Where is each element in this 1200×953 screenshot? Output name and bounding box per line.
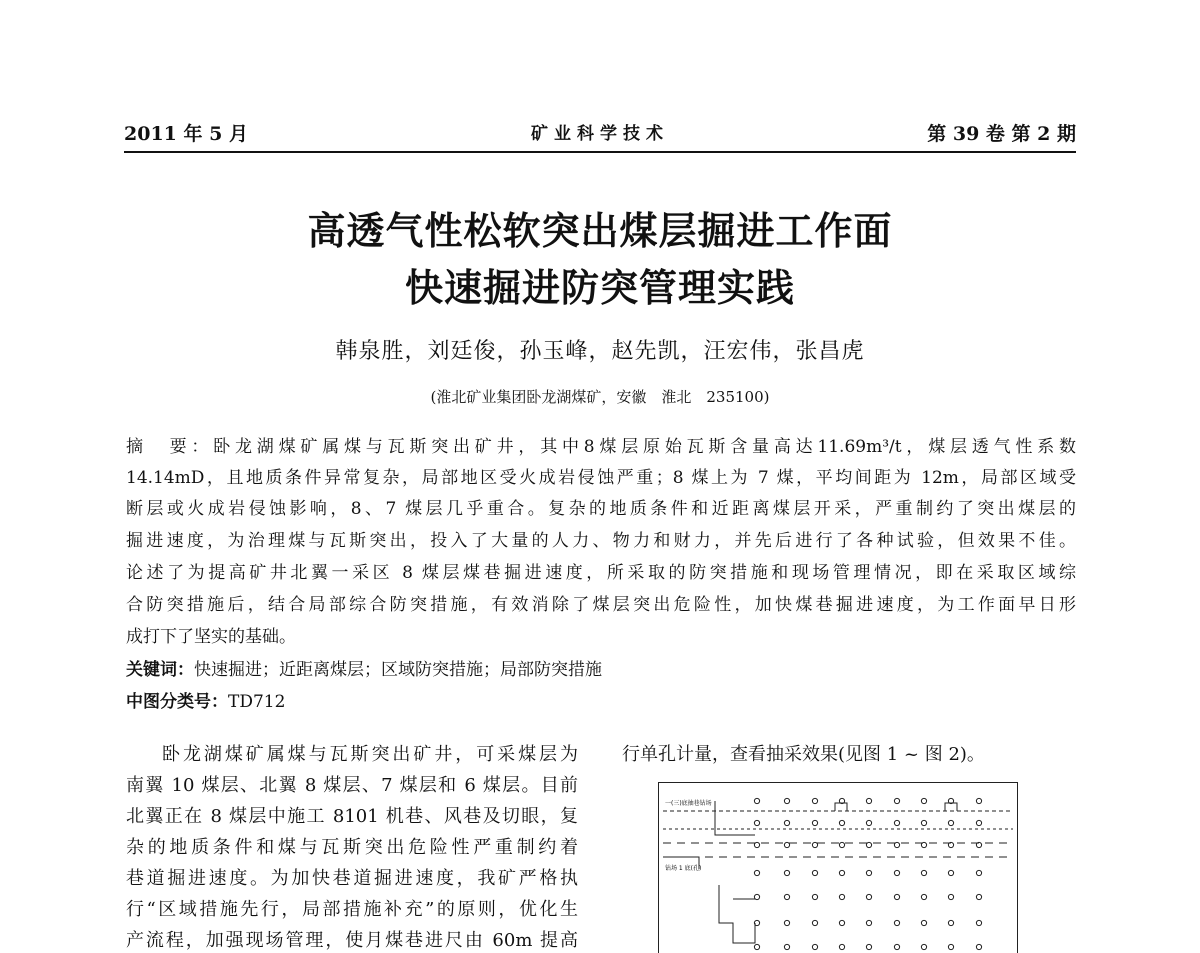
figure-label: 钻场 1 底(孔): [665, 865, 702, 872]
borehole-marker: [784, 944, 789, 949]
abstract-line: 合防突措施后，结合局部综合防突措施，有效消除了煤层突出危险性，加快煤巷掘进速度，为工作面早日形: [126, 595, 1076, 615]
borehole-marker: [812, 820, 817, 825]
borehole-marker: [894, 820, 899, 825]
borehole-marker: [894, 842, 899, 847]
borehole-marker: [948, 894, 953, 899]
abstract-line: 掘进速度，为治理煤与瓦斯突出，投入了大量的人力、物力和财力，并先后进行了各种试验，但效果不佳。: [126, 531, 1076, 551]
paper-title-line-1: 高透气性松软突出煤层掘进工作面: [307, 208, 893, 253]
borehole-marker: [921, 842, 926, 847]
borehole-marker: [976, 798, 981, 803]
figure-label: 一(三)底抽巷钻场: [665, 800, 712, 807]
keywords: [126, 655, 602, 680]
borehole-marker: [754, 870, 759, 875]
keywords-text: 快速掘进；近距离煤层；区域防突措施；局部防突措施: [194, 660, 602, 680]
borehole-marker: [754, 894, 759, 899]
borehole-marker: [866, 894, 871, 899]
borehole-marker: [948, 920, 953, 925]
borehole-marker: [754, 820, 759, 825]
body-paragraph-line: 产流程，加强现场管理，使月煤巷进尺由 60m 提高: [126, 930, 578, 951]
borehole-marker: [784, 842, 789, 847]
borehole-marker: [976, 944, 981, 949]
borehole-marker: [921, 820, 926, 825]
borehole-marker: [754, 842, 759, 847]
borehole-marker: [866, 944, 871, 949]
borehole-marker: [784, 870, 789, 875]
drill-pipe-line: [715, 801, 755, 835]
borehole-marker: [948, 944, 953, 949]
borehole-marker: [921, 944, 926, 949]
borehole-marker: [976, 894, 981, 899]
figure-drilling-layout: [658, 782, 1018, 953]
borehole-marker: [784, 894, 789, 899]
borehole-marker: [894, 894, 899, 899]
borehole-marker: [812, 944, 817, 949]
borehole-marker: [866, 820, 871, 825]
borehole-marker: [921, 894, 926, 899]
borehole-marker: [976, 870, 981, 875]
borehole-marker: [839, 870, 844, 875]
borehole-marker: [894, 798, 899, 803]
borehole-marker: [754, 798, 759, 803]
paper-title-line-2: 快速掘进防突管理实践: [404, 265, 795, 310]
body-paragraph-line: 行单孔计量，查看抽采效果(见图 1 ~ 图 2)。: [622, 744, 985, 765]
borehole-marker: [866, 920, 871, 925]
borehole-marker: [839, 842, 844, 847]
borehole-marker: [812, 894, 817, 899]
borehole-marker: [921, 870, 926, 875]
abstract-line: 论述了为提高矿井北翼一采区 8 煤层煤巷掘进速度，所采取的防突措施和现场管理情况，即在采取区域综: [126, 563, 1076, 583]
header-rule: [124, 151, 1076, 153]
abstract-line: 14.14mD，且地质条件异常复杂，局部地区受火成岩侵蚀严重；8 煤上为 7 煤，平均间距为 12m，局部区域受: [126, 468, 1076, 488]
borehole-marker: [866, 798, 871, 803]
header-date: 2011 年 5 月: [124, 123, 248, 145]
borehole-marker: [976, 820, 981, 825]
body-paragraph-line: 北翼正在 8 煤层中施工 8101 机巷、风巷及切眼，复: [126, 806, 578, 827]
borehole-marker: [894, 870, 899, 875]
roadway-step: [945, 803, 957, 811]
body-paragraph-line: 巷道掘进速度。为加快巷道掘进速度，我矿严格执: [126, 868, 578, 889]
borehole-marker: [894, 944, 899, 949]
affiliation: (淮北矿业集团卧龙湖煤矿，安徽 淮北 235100): [430, 388, 770, 406]
borehole-marker: [812, 920, 817, 925]
classification: [126, 687, 285, 712]
body-paragraph-line: 杂的地质条件和煤与瓦斯突出危险性严重制约着: [126, 837, 578, 858]
drill-pipe-line: [719, 885, 755, 943]
borehole-marker: [839, 920, 844, 925]
abstract-line: 成打下了坚实的基础。: [126, 627, 296, 647]
classification-label: 中图分类号：: [126, 692, 228, 712]
borehole-marker: [921, 920, 926, 925]
borehole-marker: [948, 870, 953, 875]
borehole-marker: [921, 798, 926, 803]
borehole-marker: [754, 944, 759, 949]
borehole-marker: [812, 798, 817, 803]
borehole-marker: [866, 870, 871, 875]
drilling-diagram: [659, 783, 1017, 953]
body-paragraph-line: 南翼 10 煤层、北翼 8 煤层、7 煤层和 6 煤层。目前: [126, 775, 578, 796]
borehole-marker: [812, 870, 817, 875]
borehole-marker: [976, 920, 981, 925]
borehole-marker: [839, 944, 844, 949]
borehole-marker: [784, 920, 789, 925]
borehole-marker: [866, 842, 871, 847]
borehole-marker: [948, 820, 953, 825]
borehole-marker: [784, 820, 789, 825]
classification-text: TD712: [228, 692, 286, 712]
header-journal: 矿业科学技术: [531, 124, 669, 144]
body-paragraph-line: 卧龙湖煤矿属煤与瓦斯突出矿井，可采煤层为: [162, 744, 578, 765]
keywords-label: 关键词：: [126, 660, 194, 680]
body-paragraph-line: 行“区域措施先行，局部措施补充”的原则，优化生: [126, 899, 578, 920]
header-issue: 第 39 卷 第 2 期: [927, 123, 1076, 145]
borehole-marker: [839, 894, 844, 899]
borehole-marker: [812, 842, 817, 847]
roadway-step: [835, 803, 847, 811]
borehole-marker: [839, 820, 844, 825]
authors: 韩泉胜，刘廷俊，孙玉峰，赵先凯，汪宏伟，张昌虎: [335, 339, 865, 364]
borehole-marker: [894, 920, 899, 925]
abstract-line: 断层或火成岩侵蚀影响，8、7 煤层几乎重合。复杂的地质条件和近距离煤层开采，严重制约了突出煤层的: [126, 499, 1076, 519]
borehole-marker: [784, 798, 789, 803]
abstract-line: 摘 要：卧龙湖煤矿属煤与瓦斯突出矿井，其中8煤层原始瓦斯含量高达11.69m³/t，煤层透气性系数: [126, 437, 1076, 457]
